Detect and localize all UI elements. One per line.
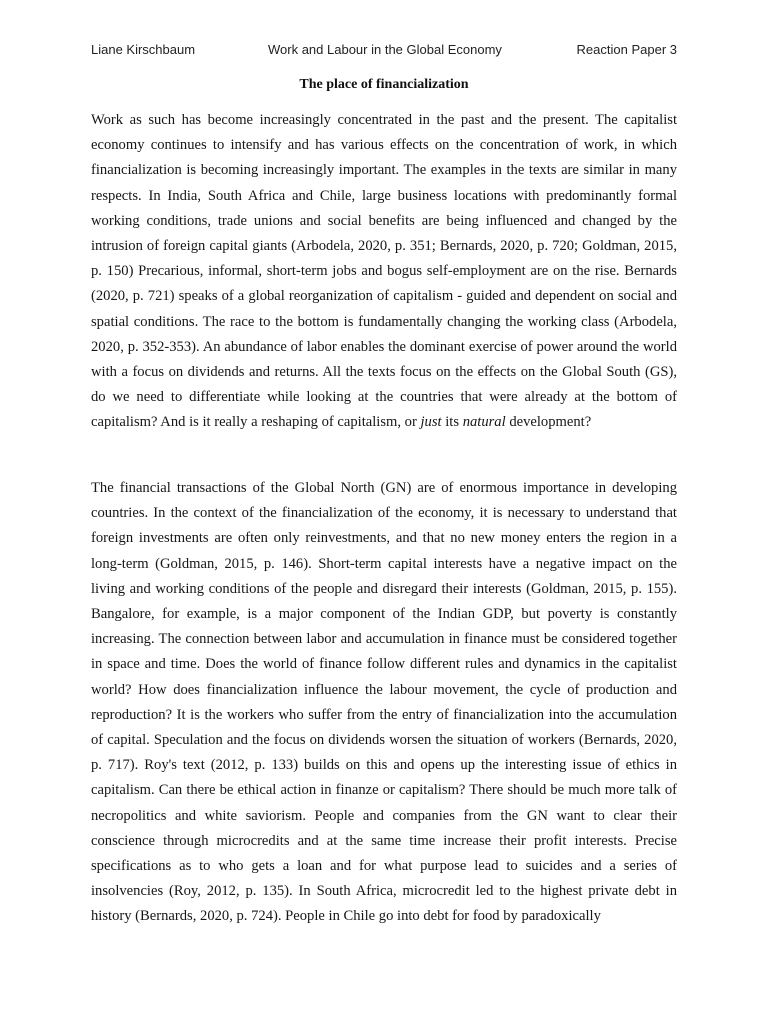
- paragraph-1: [91, 108, 677, 436]
- header-course-title: Work and Labour in the Global Economy: [268, 42, 502, 57]
- paragraph-1-emphasis-just: just: [420, 414, 442, 431]
- header-paper-number: Reaction Paper 3: [576, 42, 677, 57]
- paragraph-1-mid: its: [441, 414, 463, 431]
- document-title: The place of financialization: [299, 77, 469, 92]
- paragraph-1-emphasis-natural: natural: [462, 414, 506, 431]
- page-header: [91, 42, 677, 60]
- paragraph-2: The financial transactions of the Global North (GN) are of enormous importance in developing countries. In the context of the financialization of the economy, it is necessary to understand that foreign investments are often only reinvestments, and that no new money enters the region in a long-term (Goldman, 2015, p. 146). Short-term capital interests have a negative impact on the living and working conditions of the people and disregard their interests (Goldman, 2015, p. 155). Bangalore, for example, is a major component of the Indian GDP, but poverty is constantly increasing. The connection between labor and accumulation in finance must be considered together in space and time. Does the world of finance follow different rules and dynamics in the capitalist world? How does financialization influence the labour movement, the cycle of production and reproduction? It is the workers who suffer from the entry of financialization into the accumulation of capital. Speculation and the focus on dividends worsen the situation of workers (Bernards, 2020, p. 717). Roy's text (2012, p. 133) builds on this and opens up the interesting issue of ethics in capitalism. Can there be ethical action in finanze or capitalism? There should be much more talk of necropolitics and white saviorism. People and companies from the GN want to clear their conscience through microcredits and at the same time increase their profit interests. Precise specifications as to who gets a loan and for what purpose lead to suicides and a series of insolvencies (Roy, 2012, p. 135). In South Africa, microcredit led to the highest private debt in history (Bernards, 2020, p. 724). People in Chile go into debt for food by paradoxically: [91, 480, 677, 925]
- header-author: Liane Kirschbaum: [91, 42, 196, 57]
- paragraph-1-main: Work as such has become increasingly concentrated in the past and the present. The capitalist economy continues to intensify and has various effects on the concentration of work, in which financialization is becoming increasingly important. The examples in the texts are similar in many respects. In India, South Africa and Chile, large business locations with predominantly formal working conditions, trade unions and social benefits are being influenced and changed by the intrusion of foreign capital giants (Arbodela, 2020, p. 351; Bernards, 2020, p. 720; Goldman, 2015, p. 150) Precarious, informal, short-term jobs and bogus self-employment are on the rise. Bernards (2020, p. 721) speaks of a global reorganization of capitalism - guided and dependent on social and spatial conditions. The race to the bottom is fundamentally changing the working class (Arbodela, 2020, p. 352-353). An abundance of labor enables the dominant exercise of power around the world with a focus on dividends and returns. All the texts focus on the effects on the Global South (GS), do we need to differentiate while looking at the countries that were already at the bottom of capitalism? And is it really a reshaping of capitalism, or: [91, 112, 677, 431]
- paragraph-1-end: development?: [505, 414, 592, 431]
